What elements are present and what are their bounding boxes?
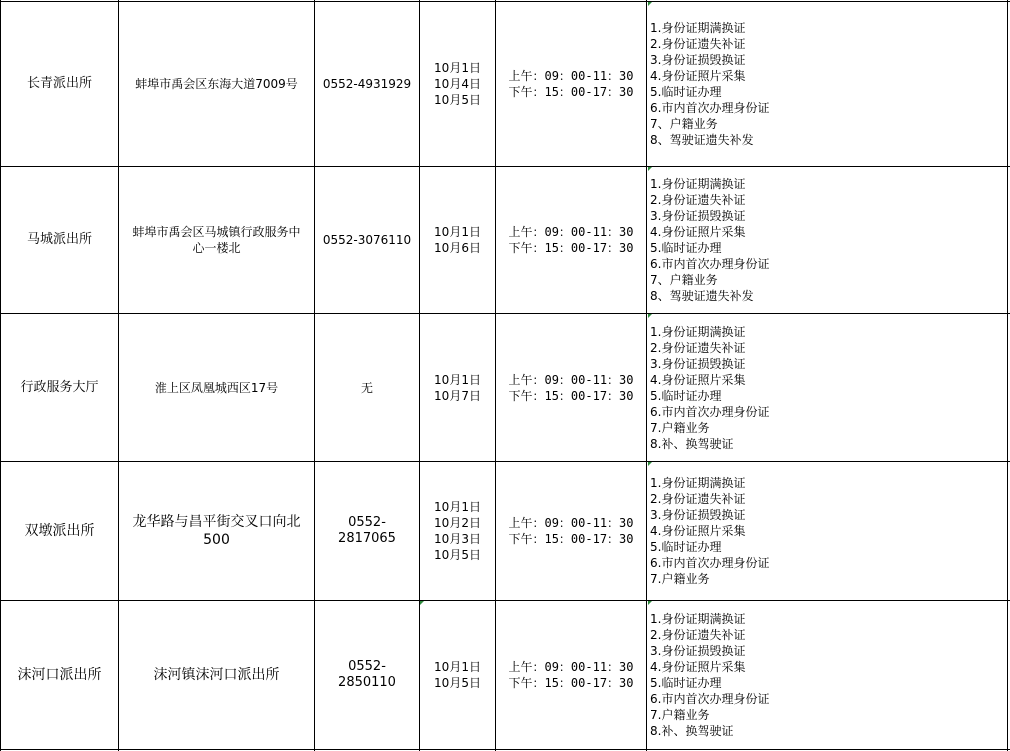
service-item: 2.身份证遗失补证: [650, 340, 746, 355]
station-name: 双墩派出所: [24, 523, 95, 539]
service-item: 8.补、换驾驶证: [650, 436, 734, 451]
service-item: 6.市内首次办理身份证: [650, 556, 770, 570]
open-date: 10月1日: [434, 660, 481, 674]
station-address: 淮上区凤凰城西区17号: [154, 380, 279, 395]
service-item: 4.身份证照片采集: [650, 524, 746, 538]
open-dates: [420, 167, 495, 313]
station-address: 龙华路与昌平街交叉口向北500: [132, 514, 301, 548]
services-list: [647, 601, 1007, 749]
service-item: 8、驾驶证遗失补发: [650, 133, 754, 147]
open-date: 10月4日: [434, 77, 481, 91]
services-list: [647, 167, 1007, 313]
open-date: 10月6日: [434, 241, 481, 255]
service-item: 3.身份证损毁换证: [650, 356, 746, 371]
open-dates: [420, 2, 495, 166]
open-date: 10月5日: [434, 676, 481, 690]
station-phone: 0552-3076110: [322, 233, 412, 247]
station-address: 沫河镇沫河口派出所: [153, 667, 280, 683]
service-item: 3.身份证损毁换证: [650, 508, 746, 522]
grid-line: [0, 749, 1010, 750]
afternoon-hours: 下午：15：00-17：30: [508, 85, 634, 99]
open-dates: [420, 601, 495, 749]
service-item: 6.市内首次办理身份证: [650, 692, 770, 706]
morning-hours: 上午：09：00-11：30: [508, 225, 634, 239]
office-hours: [496, 314, 646, 461]
open-date: 10月7日: [434, 388, 481, 403]
service-item: 1.身份证期满换证: [650, 612, 746, 626]
afternoon-hours: 下午：15：00-17：30: [508, 388, 634, 403]
station-name: 行政服务大厅: [20, 379, 99, 395]
services-list: [647, 2, 1007, 166]
service-item: 5.临时证办理: [650, 85, 722, 99]
service-item: 4.身份证照片采集: [650, 225, 746, 239]
open-dates: [420, 314, 495, 461]
office-hours: [496, 2, 646, 166]
service-item: 6.市内首次办理身份证: [650, 404, 770, 419]
service-item: 8、驾驶证遗失补发: [650, 289, 754, 303]
station-phone: 0552-2817065: [338, 515, 396, 546]
afternoon-hours: 下午：15：00-17：30: [508, 676, 634, 690]
service-item: 2.身份证遗失补证: [650, 37, 746, 51]
service-item: 7.户籍业务: [650, 572, 710, 586]
morning-hours: 上午：09：00-11：30: [508, 69, 634, 83]
open-date: 10月1日: [434, 500, 481, 514]
open-date: 10月5日: [434, 548, 481, 562]
service-item: 2.身份证遗失补证: [650, 628, 746, 642]
station-name: 沫河口派出所: [17, 667, 102, 683]
station-address: 蚌埠市禹会区东海大道7009号: [135, 77, 298, 91]
service-item: 4.身份证照片采集: [650, 69, 746, 83]
open-date: 10月2日: [434, 516, 481, 530]
office-hours: [496, 167, 646, 313]
service-item: 3.身份证损毁换证: [650, 53, 746, 67]
service-item: 5.临时证办理: [650, 241, 722, 255]
afternoon-hours: 下午：15：00-17：30: [508, 532, 634, 546]
service-item: 4.身份证照片采集: [650, 660, 746, 674]
open-date: 10月1日: [434, 372, 481, 387]
morning-hours: 上午：09：00-11：30: [508, 516, 634, 530]
station-name: 马城派出所: [26, 232, 92, 247]
service-item: 1.身份证期满换证: [650, 324, 746, 339]
service-item: 4.身份证照片采集: [650, 372, 746, 387]
service-item: 3.身份证损毁换证: [650, 644, 746, 658]
station-name: 长青派出所: [26, 76, 92, 91]
grid-line: [1007, 0, 1008, 751]
service-item: 3.身份证损毁换证: [650, 209, 746, 223]
services-list: [647, 462, 1007, 600]
service-item: 7.户籍业务: [650, 420, 710, 435]
service-item: 7、户籍业务: [650, 273, 718, 287]
services-list: [647, 314, 1007, 461]
station-phone: 0552-2850110: [338, 659, 396, 690]
service-item: 1.身份证期满换证: [650, 21, 746, 35]
service-item: 5.临时证办理: [650, 388, 722, 403]
open-date: 10月1日: [434, 225, 481, 239]
office-hours: [496, 601, 646, 749]
service-item: 2.身份证遗失补证: [650, 492, 746, 506]
service-item: 8.补、换驾驶证: [650, 724, 734, 738]
service-item: 2.身份证遗失补证: [650, 193, 746, 207]
open-date: 10月3日: [434, 532, 481, 546]
station-phone: 0552-4931929: [322, 77, 412, 91]
open-dates: [420, 462, 495, 600]
office-hours: [496, 462, 646, 600]
service-item: 1.身份证期满换证: [650, 476, 746, 490]
station-phone: 无: [360, 380, 373, 395]
service-item: 6.市内首次办理身份证: [650, 101, 770, 115]
service-item: 5.临时证办理: [650, 676, 722, 690]
service-item: 7、户籍业务: [650, 117, 718, 131]
service-item: 7.户籍业务: [650, 708, 710, 722]
morning-hours: 上午：09：00-11：30: [508, 660, 634, 674]
service-item: 6.市内首次办理身份证: [650, 257, 770, 271]
service-item: 1.身份证期满换证: [650, 177, 746, 191]
open-date: 10月5日: [434, 93, 481, 107]
morning-hours: 上午：09：00-11：30: [508, 372, 634, 387]
station-address: 蚌埠市禹会区马城镇行政服务中心一楼北: [132, 225, 301, 255]
service-item: 5.临时证办理: [650, 540, 722, 554]
open-date: 10月1日: [434, 61, 481, 75]
afternoon-hours: 下午：15：00-17：30: [508, 241, 634, 255]
